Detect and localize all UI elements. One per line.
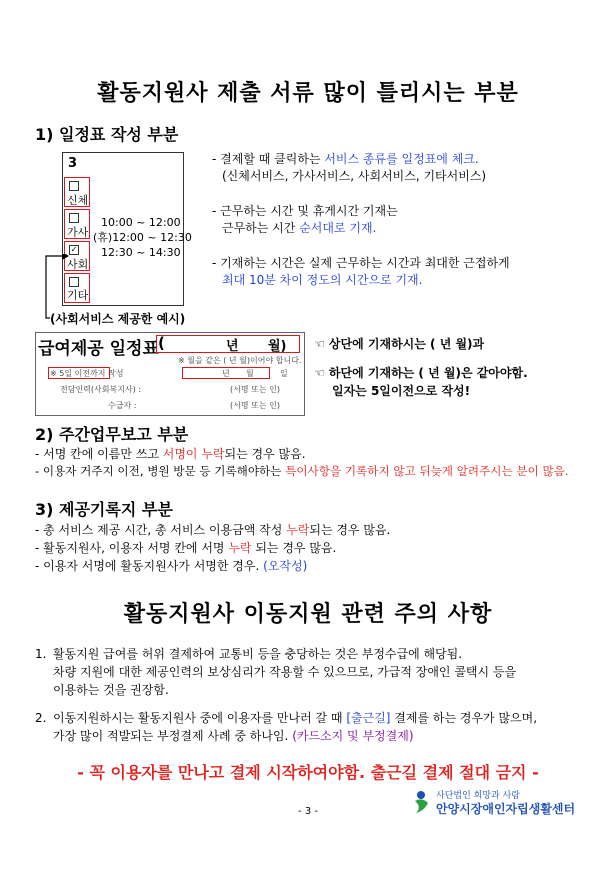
form-date-day: 일 (280, 369, 288, 378)
calendar-item-other: 기타 (67, 289, 89, 302)
warning-text: - 꼭 이용자를 만나고 결제 시작하여야함. 출근길 결제 절대 금지 - (77, 763, 539, 782)
section2-heading: 2) 주간업무보고 부분 (35, 425, 189, 444)
section1-heading: 1) 일정표 작성 부분 (35, 125, 179, 144)
item1-line1: 활동지원 급여를 허위 결제하여 교통비 등을 충당하는 것은 부정수급에 해당됨. (53, 647, 463, 661)
note-2b: 근무하는 시간 순서대로 기재. (222, 221, 377, 235)
calendar-day: 3 (68, 156, 78, 171)
form-paren: ( (158, 334, 165, 352)
example-caption: (사회서비스 제공한 예시) (50, 312, 186, 326)
form-staff-sign: (서명 또는 인) (230, 385, 280, 394)
note-3b: 최대 10분 차이 정도의 시간으로 기재. (222, 273, 423, 287)
note-1b: (신체서비스, 가사서비스, 사회서비스, 기타서비스) (222, 169, 487, 183)
form-note-1: ☜ 상단에 기재하시는 ( 년 월)과 (314, 337, 485, 351)
form-note: ※ 월을 같은 ( 년 월)이어야 합니다. (178, 356, 302, 365)
main-title: 활동지원사 제출 서류 많이 틀리시는 부분 (97, 81, 519, 106)
checkbox-social-checked: ✓ (70, 245, 78, 254)
calendar-item-body: 신체 (67, 194, 89, 207)
calendar-sample (62, 152, 192, 306)
form-deadline-label: ※ 5일 이전까지 작성 (50, 369, 124, 378)
section3-line3: - 이용자 서명에 활동지원사가 서명한 경우. (오작성) (35, 559, 308, 573)
note-1: - 결제할 때 클릭하는 서비스 종류를 일정표에 체크. (212, 152, 479, 166)
time-3: 12:30 ~ 14:30 (101, 246, 181, 259)
form-recipient-label: 수급자 : (108, 401, 137, 410)
logo-small-text: 사단법인 희망과 사람 (436, 791, 520, 801)
section2-line1: - 서명 칸에 이름만 쓰고 서명이 누락되는 경우 많음. (35, 447, 306, 461)
note-3: - 기재하는 시간은 실제 근무하는 시간과 최대한 근접하게 (212, 256, 510, 270)
item2-number: 2. (35, 711, 47, 725)
logo-org-name: 안양시장애인자립생활센터 (436, 802, 576, 816)
section3-line2: - 활동지원사, 이용자 서명 칸에 서명 누락 되는 경우 많음. (35, 541, 337, 555)
calendar-item-house: 가사 (67, 226, 89, 239)
calendar-item-social: 사회 (67, 258, 89, 271)
form-title: 급여제공 일정표 (38, 339, 159, 359)
item1-line2: 차량 지원에 대한 제공인력의 보상심리가 작용할 수 있으므로, 가급적 장애인 콜택시 등을 (53, 665, 517, 679)
highlight-body (64, 177, 90, 207)
form-staff-label: 전담인력(사회복지사) : (60, 385, 142, 394)
form-recipient-sign: (서명 또는 인) (230, 401, 280, 410)
form-header-month: 월) (268, 339, 287, 354)
item1-number: 1. (35, 647, 47, 661)
second-title: 활동지원사 이동지원 관련 주의 사항 (123, 602, 493, 627)
time-2: (휴)12:00 ~ 12:30 (93, 231, 192, 244)
form-header-year: 년 (226, 339, 239, 354)
time-1: 10:00 ~ 12:00 (101, 216, 181, 229)
note-2: - 근무하는 시간 및 휴게시간 기재는 (212, 204, 398, 218)
section3-heading: 3) 제공기록지 부분 (35, 500, 173, 519)
page-number: - 3 - (298, 806, 318, 817)
form-note-2: ☜ 하단에 기재하는 ( 년 월)은 같아야함. (314, 366, 528, 380)
form-date-month: 월 (246, 369, 254, 378)
logo-icon (412, 789, 434, 815)
highlight-house (64, 209, 90, 239)
section3-line1: - 총 서비스 제공 시간, 총 서비스 이용금액 작성 누락되는 경우 많음. (35, 523, 391, 537)
form-date-year: 년 (222, 369, 230, 378)
form-note-3: 일자는 5일이전으로 작성! (332, 384, 471, 398)
form-sample (35, 332, 305, 416)
section2-line2: - 이용자 거주지 이전, 병원 방문 등 기록해야하는 특이사항을 기록하지 않고 뒤늦게 알려주시는 분이 많음. (35, 464, 569, 478)
item1-line3: 이용하는 것을 권장함. (53, 683, 169, 697)
item2-line1: 이동지원하시는 활동지원사 중에 이용자를 만나러 갈 때 [출근길] 결제를 하는 경우가 많으며, (53, 711, 538, 725)
item2-line2: 가장 많이 적발되는 부정결제 사례 중 하나임. (카드소지 및 부정결제) (53, 729, 414, 743)
